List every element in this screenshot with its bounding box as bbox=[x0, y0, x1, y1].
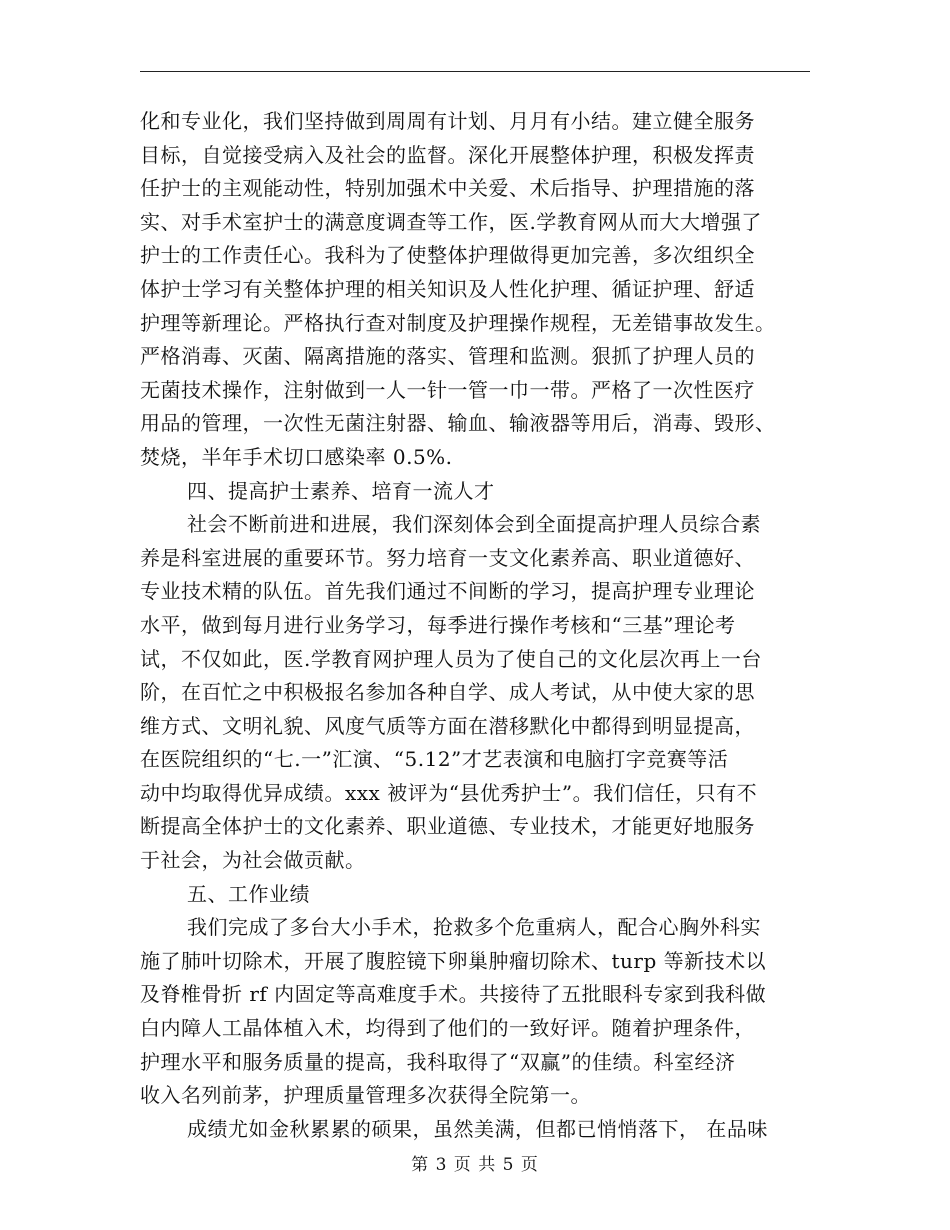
text-line: 用品的管理，一次性无菌注射器、输血、输液器等用后，消毒、毁形、 bbox=[140, 411, 776, 436]
text-line: 我们完成了多台大小手术，抢救多个危重病人，配合心胸外科实 bbox=[187, 915, 761, 940]
text-line: 严格消毒、灭菌、隔离措施的落实、管理和监测。狠抓了护理人员的 bbox=[140, 344, 755, 369]
text-line: 及脊椎骨折 rf 内固定等高难度手术。共接待了五批眼科专家到我科做 bbox=[140, 982, 767, 1007]
text-line: 于社会，为社会做贡献。 bbox=[140, 848, 366, 873]
header-rule bbox=[140, 71, 810, 72]
text-line: 成绩尤如金秋累累的硕果，虽然美满，但都已悄悄落下， 在品味 bbox=[187, 1116, 768, 1141]
section-heading: 四、提高护士素养、培育一流人才 bbox=[187, 478, 495, 503]
section-heading: 五、工作业绩 bbox=[187, 881, 310, 906]
text-line: 试，不仅如此，医.学教育网护理人员为了使自己的文化层次再上一台 bbox=[140, 646, 762, 671]
text-line: 化和专业化，我们坚持做到周周有计划、月月有小结。建立健全服务 bbox=[140, 109, 755, 133]
document-body bbox=[140, 105, 820, 1146]
text-line: 阶，在百忙之中积极报名参加各种自学、成人考试，从中使大家的思 bbox=[140, 680, 755, 705]
text-line: 护士的工作责任心。我科为了使整体护理做得更加完善，多次组织全 bbox=[140, 243, 755, 268]
text-line: 施了肺叶切除术，开展了腹腔镜下卵巢肿瘤切除术、turp 等新技术以 bbox=[140, 948, 767, 973]
page-number: 第 3 页 共 5 页 bbox=[411, 1155, 539, 1175]
text-line: 任护士的主观能动性，特别加强术中关爱、术后指导、护理措施的落 bbox=[140, 176, 755, 201]
text-line: 护理等新理论。严格执行查对制度及护理操作规程，无差错事故发生。 bbox=[140, 310, 776, 335]
text-line: 收入名列前茅，护理质量管理多次获得全院第一。 bbox=[140, 1083, 591, 1108]
text-line: 专业技术精的队伍。首先我们通过不间断的学习，提高护理专业理论 bbox=[140, 579, 755, 604]
text-line: 无菌技术操作，注射做到一人一针一管一巾一带。严格了一次性医疗 bbox=[140, 377, 755, 402]
text-line: 焚烧，半年手术切口感染率 0.5%. bbox=[140, 444, 453, 469]
text-line: 体护士学习有关整体护理的相关知识及人性化护理、循证护理、舒适 bbox=[140, 276, 755, 301]
text-line: 实、对手术室护士的满意度调查等工作，医.学教育网从而大大增强了 bbox=[140, 209, 762, 234]
text-line: 目标，自觉接受病入及社会的监督。深化开展整体护理，积极发挥责 bbox=[140, 142, 755, 167]
text-line: 白内障人工晶体植入术，均得到了他们的一致好评。随着护理条件， bbox=[140, 1016, 755, 1041]
text-line: 在医院组织的“七.一”汇演、“5.12”才艺表演和电脑打字竞赛等活 bbox=[140, 747, 729, 772]
text-line: 维方式、文明礼貌、风度气质等方面在潜移默化中都得到明显提高， bbox=[140, 713, 755, 738]
text-line: 动中均取得优异成绩。xxx 被评为“县优秀护士”。我们信任，只有不 bbox=[140, 780, 758, 805]
text-line: 断提高全体护士的文化素养、职业道德、专业技术，才能更好地服务 bbox=[140, 814, 755, 839]
text-line: 水平，做到每月进行业务学习，每季进行操作考核和“三基”理论考 bbox=[140, 612, 736, 637]
text-line: 社会不断前进和进展，我们深刻体会到全面提高护理人员综合素 bbox=[187, 512, 761, 537]
text-line: 护理水平和服务质量的提高，我科取得了“双赢”的佳绩。科室经济 bbox=[140, 1049, 736, 1074]
text-line: 养是科室进展的重要环节。努力培育一支文化素养高、职业道德好、 bbox=[140, 545, 755, 570]
